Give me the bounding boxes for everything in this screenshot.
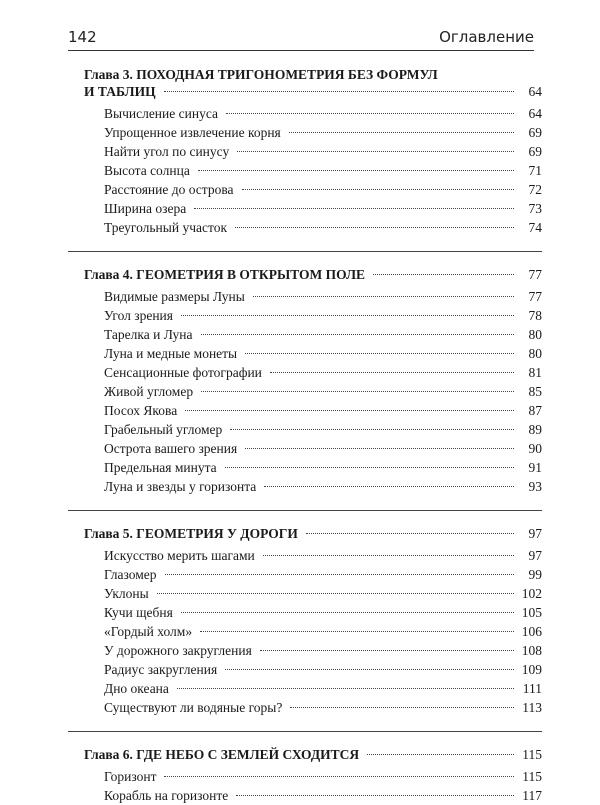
toc-entry-page: 102 <box>521 586 542 601</box>
toc-entry <box>84 679 542 698</box>
toc-entry-page: 81 <box>528 365 542 380</box>
running-header <box>68 28 534 46</box>
dot-leader <box>165 574 514 575</box>
header-divider <box>68 50 534 51</box>
chapter-6 <box>84 746 542 805</box>
toc-entry-page: 85 <box>528 384 542 399</box>
toc-entry-label: Живой угломер <box>104 384 194 399</box>
spacer <box>84 252 542 266</box>
toc-entry-label: Грабельный угломер <box>104 422 223 437</box>
toc-entry <box>84 287 542 306</box>
toc-entry-label: Искусство мерить шагами <box>104 548 255 563</box>
toc-entry <box>84 363 542 382</box>
chapter-3-entries <box>84 104 542 237</box>
toc-entry <box>84 767 542 786</box>
dot-leader <box>235 227 514 228</box>
toc-entry-page: 87 <box>528 403 542 418</box>
dot-leader <box>225 467 514 468</box>
toc-entry-label: Предельная минута <box>104 460 217 475</box>
table-of-contents <box>84 66 542 805</box>
section-title: Оглавление <box>439 28 534 46</box>
chapter-3-page: 64 <box>528 84 542 99</box>
toc-entry-page: 117 <box>522 788 542 803</box>
toc-entry-page: 73 <box>528 201 542 216</box>
toc-entry <box>84 180 542 199</box>
toc-entry-page: 108 <box>521 643 542 658</box>
toc-entry <box>84 622 542 641</box>
spacer <box>84 511 542 525</box>
toc-entry-label: Высота солнца <box>104 163 190 178</box>
toc-entry-label: Упрощенное извлечение корня <box>104 125 281 140</box>
chapter-3-title-line2 <box>84 83 542 100</box>
toc-entry-page: 97 <box>528 548 542 563</box>
toc-entry-page: 115 <box>522 769 542 784</box>
dot-leader <box>164 776 514 777</box>
toc-entry <box>84 218 542 237</box>
chapter-5-title-line <box>84 525 542 542</box>
spacer <box>84 717 542 731</box>
dot-leader <box>253 296 514 297</box>
toc-entry-label: Луна и звезды у горизонта <box>104 479 257 494</box>
toc-entry <box>84 325 542 344</box>
toc-entry <box>84 142 542 161</box>
toc-entry-label: Существуют ли водяные горы? <box>104 700 283 715</box>
toc-entry-page: 111 <box>522 681 542 696</box>
dot-leader <box>289 132 514 133</box>
dot-leader <box>181 315 514 316</box>
chapter-3-title-continued: И ТАБЛИЦ <box>84 84 156 99</box>
toc-entry-page: 105 <box>521 605 542 620</box>
toc-entry <box>84 584 542 603</box>
chapter-6-title: Глава 6. ГДЕ НЕБО С ЗЕМЛЕЙ СХОДИТСЯ <box>84 747 360 762</box>
chapter-5 <box>84 525 542 717</box>
toc-entry-label: Треугольный участок <box>104 220 228 235</box>
dot-leader <box>264 486 514 487</box>
dot-leader <box>236 795 514 796</box>
dot-leader <box>226 113 514 114</box>
dot-leader <box>225 669 514 670</box>
dot-leader <box>181 612 514 613</box>
toc-entry-label: Вычисление синуса <box>104 106 218 121</box>
chapter-6-page: 115 <box>522 747 542 762</box>
toc-entry-page: 71 <box>528 163 542 178</box>
dot-leader <box>177 688 514 689</box>
chapter-3 <box>84 66 542 237</box>
toc-entry <box>84 477 542 496</box>
dot-leader <box>200 631 514 632</box>
toc-entry-page: 74 <box>528 220 542 235</box>
toc-entry-page: 72 <box>528 182 542 197</box>
toc-entry-page: 89 <box>528 422 542 437</box>
toc-entry-label: Горизонт <box>104 769 157 784</box>
toc-entry <box>84 698 542 717</box>
toc-entry-label: Ширина озера <box>104 201 187 216</box>
dot-leader <box>263 555 514 556</box>
chapter-5-title: Глава 5. ГЕОМЕТРИЯ У ДОРОГИ <box>84 526 298 541</box>
toc-entry-label: Дно океана <box>104 681 169 696</box>
toc-entry-page: 106 <box>521 624 542 639</box>
dot-leader <box>367 754 514 755</box>
toc-entry <box>84 199 542 218</box>
toc-entry <box>84 123 542 142</box>
chapter-5-entries <box>84 546 542 717</box>
toc-entry <box>84 382 542 401</box>
toc-entry-page: 78 <box>528 308 542 323</box>
dot-leader <box>185 410 514 411</box>
toc-entry-label: Посох Якова <box>104 403 178 418</box>
toc-entry <box>84 401 542 420</box>
dot-leader <box>164 91 514 92</box>
toc-entry-page: 69 <box>528 125 542 140</box>
toc-entry <box>84 603 542 622</box>
dot-leader <box>237 151 514 152</box>
toc-entry-label: Кучи щебня <box>104 605 173 620</box>
dot-leader <box>201 334 515 335</box>
spacer <box>84 732 542 746</box>
toc-entry-label: Угол зрения <box>104 308 173 323</box>
toc-entry-label: Тарелка и Луна <box>104 327 193 342</box>
dot-leader <box>245 353 514 354</box>
toc-entry <box>84 161 542 180</box>
chapter-6-title-line <box>84 746 542 763</box>
toc-entry-page: 77 <box>528 289 542 304</box>
toc-entry <box>84 306 542 325</box>
toc-entry <box>84 546 542 565</box>
dot-leader <box>373 274 514 275</box>
dot-leader <box>306 533 514 534</box>
toc-entry-page: 99 <box>528 567 542 582</box>
toc-entry-page: 69 <box>528 144 542 159</box>
chapter-6-entries <box>84 767 542 805</box>
toc-entry-page: 64 <box>528 106 542 121</box>
toc-entry-page: 80 <box>528 346 542 361</box>
toc-entry-label: Острота вашего зрения <box>104 441 238 456</box>
dot-leader <box>270 372 514 373</box>
toc-entry <box>84 104 542 123</box>
toc-entry-label: Найти угол по синусу <box>104 144 230 159</box>
chapter-3-title-line1: Глава 3. ПОХОДНАЯ ТРИГОНОМЕТРИЯ БЕЗ ФОРМУЛ <box>84 67 438 82</box>
toc-entry-label: Расстояние до острова <box>104 182 234 197</box>
dot-leader <box>198 170 514 171</box>
spacer <box>84 237 542 251</box>
chapter-4-page: 77 <box>528 267 542 282</box>
toc-entry-page: 80 <box>528 327 542 342</box>
dot-leader <box>230 429 514 430</box>
toc-entry <box>84 786 542 805</box>
toc-entry-page: 90 <box>528 441 542 456</box>
chapter-4 <box>84 266 542 496</box>
dot-leader <box>201 391 514 392</box>
toc-entry <box>84 641 542 660</box>
chapter-4-title: Глава 4. ГЕОМЕТРИЯ В ОТКРЫТОМ ПОЛЕ <box>84 267 366 282</box>
dot-leader <box>290 707 514 708</box>
dot-leader <box>194 208 514 209</box>
toc-entry-label: Уклоны <box>104 586 149 601</box>
chapter-4-title-line <box>84 266 542 283</box>
toc-entry <box>84 660 542 679</box>
toc-entry-label: Сенсационные фотографии <box>104 365 262 380</box>
toc-entry-label: «Гордый холм» <box>104 624 193 639</box>
dot-leader <box>157 593 514 594</box>
toc-entry-label: У дорожного закругления <box>104 643 252 658</box>
toc-entry <box>84 565 542 584</box>
toc-entry-page: 109 <box>521 662 542 677</box>
toc-entry-label: Видимые размеры Луны <box>104 289 245 304</box>
toc-entry-label: Луна и медные монеты <box>104 346 238 361</box>
toc-entry <box>84 439 542 458</box>
toc-entry <box>84 344 542 363</box>
chapter-5-page: 97 <box>528 526 542 541</box>
toc-entry-label: Глазомер <box>104 567 157 582</box>
toc-entry-label: Радиус закругления <box>104 662 218 677</box>
toc-entry <box>84 458 542 477</box>
toc-entry-page: 91 <box>528 460 542 475</box>
page-number: 142 <box>68 28 97 46</box>
toc-entry-page: 113 <box>522 700 542 715</box>
spacer <box>84 496 542 510</box>
dot-leader <box>260 650 514 651</box>
toc-entry-page: 93 <box>528 479 542 494</box>
toc-entry-label: Корабль на горизонте <box>104 788 229 803</box>
toc-entry <box>84 420 542 439</box>
chapter-4-entries <box>84 287 542 496</box>
dot-leader <box>242 189 514 190</box>
dot-leader <box>245 448 514 449</box>
